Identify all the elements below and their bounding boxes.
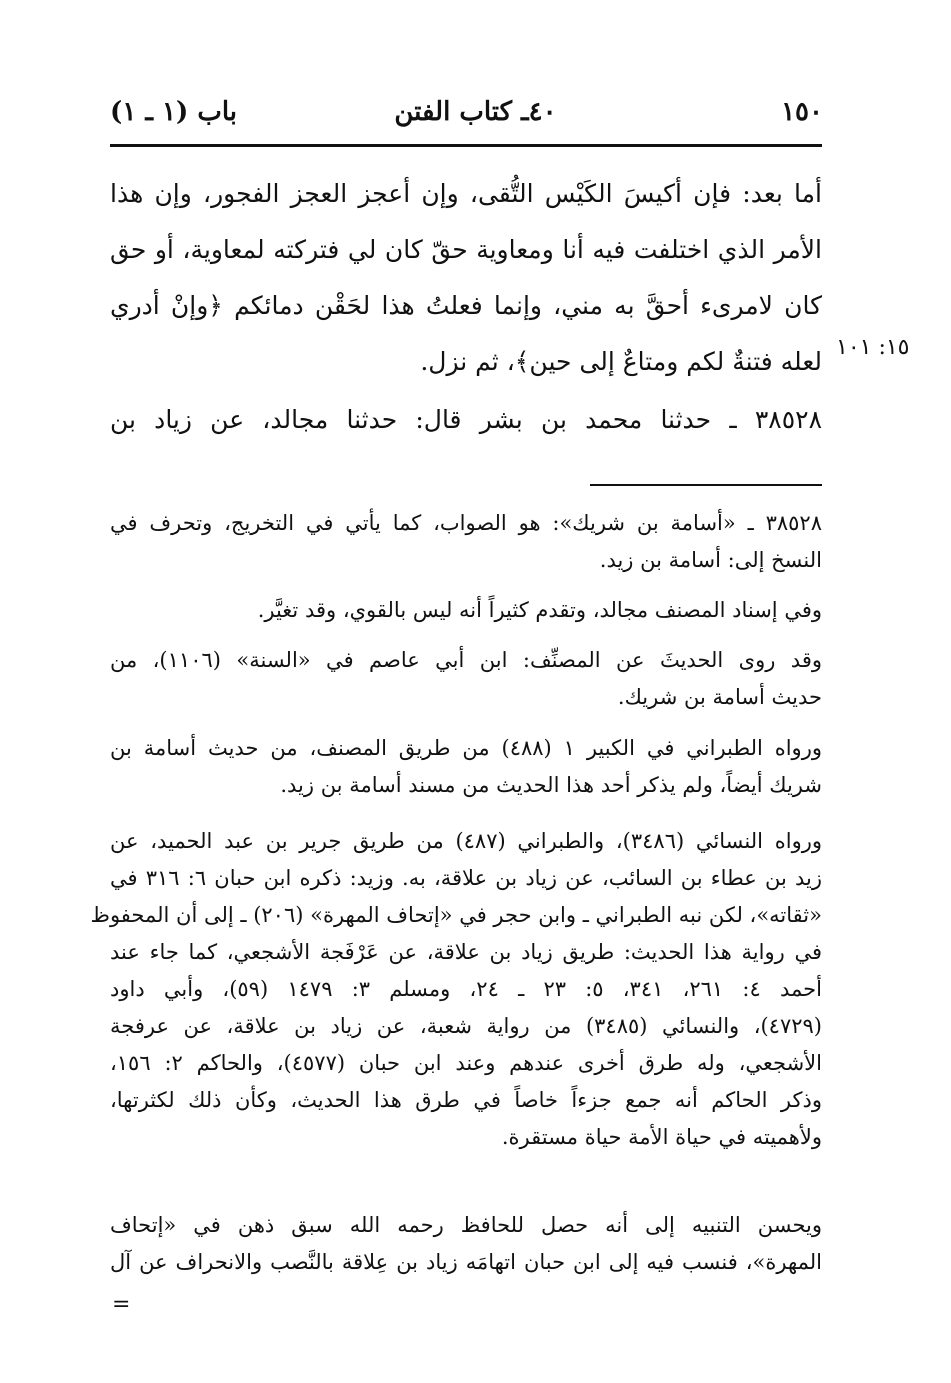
footnote-line: المهرة»، فنسب فيه إلى ابن حبان اتهامَه زياد بن عِلاقة بالنَّصب والانحراف عن آل: [110, 1250, 822, 1274]
footnote-line: ورواه النسائي (٣٤٨٦)، والطبراني (٤٨٧) من طريق جرير بن عبد الحميد، عن: [110, 829, 822, 853]
footnote-line: وفي إسناد المصنف مجالد، وتقدم كثيراً أنه ليس بالقوي، وقد تغيَّر.: [257, 598, 822, 622]
footnote-line: أحمد ٤: ٢٦١، ٣٤١، ٥: ٢٣ ـ ٢٤، ومسلم ٣: ١٤٧٩ (٥٩)، وأبي داود: [110, 977, 822, 1001]
main-paragraph-2: [110, 392, 822, 448]
text-line: لعله فتنةٌ لكم ومتاعٌ إلى حين﴾، ثم نزل.: [420, 347, 822, 376]
page-number: ١٥٠: [781, 97, 823, 127]
footnote-2: [110, 592, 822, 629]
footnote-1: [110, 505, 822, 579]
footnote-line: حديث أسامة بن شريك.: [617, 685, 822, 709]
header-divider: [110, 144, 822, 147]
footnote-line: ٣٨٥٢٨ ـ «أسامة بن شريك»: هو الصواب، كما يأتي في التخريج، وتحرف في: [110, 511, 822, 535]
footnote-line: في رواية هذا الحديث: طريق زياد بن علاقة، عن عَرْفَجة الأشجعي، كما جاء عند: [110, 940, 822, 964]
footnote-line: (٤٧٢٩)، والنسائي (٣٤٨٥) من رواية شعبة، عن زياد بن علاقة، عن عرفجة: [110, 1014, 822, 1038]
footnote-line: وذكر الحاكم أنه جمع جزءاً خاصاً في طرق هذا الحديث، وكأن ذلك لكثرتها،: [110, 1088, 822, 1112]
text-line: أما بعد: فإن أكيسَ الكَيْس التُّقى، وإن أعجز العجز الفجور، وإن هذا: [110, 179, 822, 208]
footnote-line: ورواه الطبراني في الكبير ١ (٤٨٨) من طريق المصنف، من حديث أسامة بن: [110, 736, 822, 760]
quran-verse-reference: ١٥: ١٠١: [836, 335, 910, 360]
footnote-divider: [590, 484, 822, 486]
text-line: الأمر الذي اختلفت فيه أنا ومعاوية حقّ كان لي فتركته لمعاوية، أو حق: [110, 235, 822, 264]
text-line: ٣٨٥٢٨ ـ حدثنا محمد بن بشر قال: حدثنا مجالد، عن زياد بن: [110, 405, 822, 434]
footnote-line: «ثقاته»، لكن نبه الطبراني ـ وابن حجر في «إتحاف المهرة» (٢٠٦) ـ إلى أن المحفوظ: [90, 903, 822, 927]
footnote-line: الأشجعي، وله طرق أخرى عندهم وعند ابن حبان (٤٥٧٧)، والحاكم ٢: ١٥٦،: [110, 1051, 822, 1075]
footnote-line: وقد روى الحديثَ عن المصنِّف: ابن أبي عاصم في «السنة» (١١٠٦)، من: [110, 648, 823, 672]
footnote-4: [110, 730, 822, 804]
footnote-line: ويحسن التنبيه إلى أنه حصل للحافظ رحمه الله سبق ذهن في «إتحاف: [110, 1213, 822, 1237]
book-title: ٤٠ـ كتاب الفتن: [394, 97, 557, 127]
continuation-mark: =: [112, 1292, 131, 1317]
footnote-line: النسخ إلى: أسامة بن زيد.: [599, 548, 822, 572]
main-paragraph-1: [110, 166, 822, 390]
footnote-line: شريك أيضاً، ولم يذكر أحد هذا الحديث من مسند أسامة بن زيد.: [280, 773, 822, 797]
footnote-line: زيد بن عطاء بن السائب، عن زياد بن علاقة، به. وزيد: ذكره ابن حبان ٦: ٣١٦ في: [110, 866, 822, 890]
footnote-line: ولأهميته في حياة الأمة حياة مستقرة.: [501, 1125, 822, 1149]
chapter-reference: باب (١ ـ ١): [110, 97, 237, 127]
footnote-3: [110, 642, 822, 716]
footnote-6: [110, 1207, 822, 1281]
footnote-5: [90, 823, 822, 1156]
text-line: كان لامرىء أحقَّ به مني، وإنما فعلتُ هذا لحَقْن دمائكم ﴿وإنْ أدري: [110, 291, 822, 320]
